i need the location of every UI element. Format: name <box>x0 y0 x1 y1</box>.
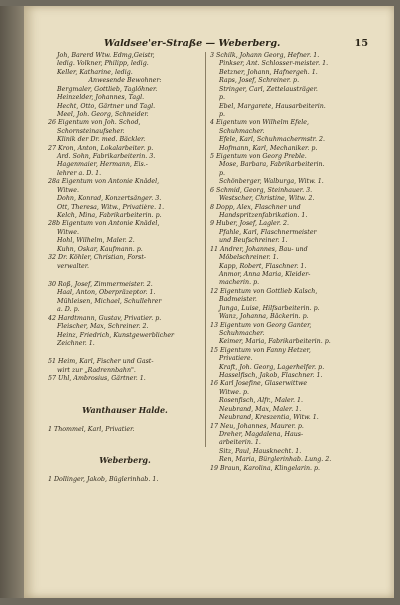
directory-entry-line: 19 Braun, Karolina, Klingelarin. p. <box>210 464 321 472</box>
directory-entry-line: Pinkser, Ant. Schlosser-meister. 1. <box>219 60 329 68</box>
book-spine <box>0 6 24 598</box>
directory-entry-line: Ebel, Margarete, Hausarbeiterin. <box>219 102 326 110</box>
directory-entry-line: Bergmaler, Gottlieb, Taglöhner. <box>57 85 158 93</box>
directory-entry-line: 11 Andrer, Johannes, Bau- und <box>210 245 308 253</box>
directory-entry-line: 51 Heim, Karl, Fischer und Gast- <box>48 358 154 366</box>
directory-entry-line: 4 Eigentum von Wilhelm Efele, <box>210 119 309 127</box>
directory-entry-line: Hohl, Wilhelm, Maler. 2. <box>57 237 135 245</box>
directory-entry-line: p. <box>219 169 226 177</box>
directory-entry-line: Kraft, Joh. Georg, Lagerhelfer. p. <box>219 363 325 371</box>
directory-entry-line: Raps, Josef, Schreiner. p. <box>219 77 300 85</box>
column-divider <box>205 52 206 447</box>
directory-entry-line: Handspritzenfabrikation. 1. <box>219 212 308 220</box>
spacer <box>48 466 202 476</box>
directory-entry-line: Pfahle, Karl, Flaschnermeister <box>219 228 317 236</box>
page-header <box>46 38 376 52</box>
directory-entry-line: wirt zur „Radrennbahn". <box>57 366 136 374</box>
directory-entry-line: Hofmann, Karl, Mechaniker. p. <box>219 144 318 152</box>
directory-entry-line: 42 Hardtmann, Gustav, Privatier. p. <box>48 314 162 322</box>
directory-entry-line: Ard. Sohn, Fabrikarbeiterin. 3. <box>57 153 156 161</box>
directory-entry-line: verwalter. <box>57 262 90 270</box>
directory-entry-line: 3 Schilk, Johann Georg, Hefner. 1. <box>210 52 320 59</box>
directory-entry-line: p. <box>219 94 226 102</box>
directory-entry-line: 16 Karl Josefine, Glaserwittwe <box>210 380 308 388</box>
directory-entry-line: Badmeister. <box>219 296 257 304</box>
directory-entry-line: ledig. Volkner, Philipp, ledig. <box>57 60 149 68</box>
directory-entry-line: Schuhmacher. <box>219 127 265 135</box>
directory-entry-line: Hasselfisch, Jakob, Flaschner. 1. <box>219 372 323 380</box>
directory-entry-line: Dreher, Magdalena, Haus- <box>219 430 304 438</box>
directory-entry-line: a. D. p. <box>57 306 80 314</box>
directory-entry-line: Kapp, Robert, Flaschner. 1. <box>219 262 307 270</box>
directory-entry-line: Westscher, Christine, Witw. 2. <box>219 195 315 203</box>
directory-entry-line: Schornsteinaufseher. <box>57 127 125 135</box>
directory-entry-line: lehrer a. D. 1. <box>57 169 102 177</box>
directory-entry-line: Junga, Luise, Hilfsarbeiterin. p. <box>219 304 320 312</box>
directory-entry-line: Stringer, Carl, Zettelausträger. <box>219 85 318 93</box>
directory-entry-line: Möbelschreiner. 1. <box>219 254 279 262</box>
directory-entry-line: Anwesende Bewohner: <box>88 77 162 85</box>
directory-entry-line: Sitz, Paul, Hausknecht. 1. <box>219 447 302 455</box>
spacer <box>48 416 202 426</box>
directory-entry-line: 1 Thommel, Karl, Privatier. <box>48 425 135 433</box>
directory-entry-line: Neubrand, Kreszentia, Witw. 1. <box>219 414 319 422</box>
directory-entry-line: Rosenfisch, Alfr., Maler. 1. <box>219 397 304 405</box>
directory-entry-line: Haal, Anton, Oberpräzeptor. 1. <box>57 289 156 297</box>
directory-entry-line: Witwe. <box>57 228 80 236</box>
directory-entry-line: Fleischer, Max, Schreiner. 2. <box>57 323 149 331</box>
directory-entry-line: Neubrand, Max, Maler. 1. <box>219 405 302 413</box>
directory-entry-line: Hecht, Otto, Gärtner und Tagl. <box>57 102 156 110</box>
page-title: Waldsee'er-Straße — Weberberg. <box>104 38 281 49</box>
directory-entry-line: Heinzelder, Johannes, Tagl. <box>57 94 145 102</box>
directory-entry-line: 12 Eigentum von Gottlieb Kalsch, <box>210 287 318 295</box>
directory-entry-line: 15 Eigentum von Fanny Hetzer, <box>210 346 311 354</box>
directory-entry-line: Kelch, Mina, Fabrikarbeiterin. p. <box>57 212 162 220</box>
directory-entry-line: Keller, Katharine, ledig. <box>57 68 133 76</box>
directory-entry-line: Ott, Theresa, Witw., Privatière. 1. <box>57 203 165 211</box>
directory-entry-line: Kuhn, Oskar, Kaufmann. p. <box>57 245 143 253</box>
directory-entry-line: 17 Neu, Johannes, Maurer. p. <box>210 422 304 430</box>
directory-entry-line: Zeichner. 1. <box>57 339 95 347</box>
section-heading: Weberberg. <box>99 455 151 466</box>
directory-entry-line: 32 Dr. Köhler, Christian, Forst- <box>48 254 147 262</box>
directory-entry-line: 8 Dopp, Alex, Flaschner und <box>210 203 301 211</box>
directory-entry-line: 28a Eigentum von Antonie Knädel, <box>48 178 160 186</box>
directory-entry-line: Mose, Barbara, Fabrikarbeiterin. <box>219 161 325 169</box>
directory-entry-line: 9 Huber, Josef, Lagler. 2. <box>210 220 290 228</box>
directory-entry-line: 30 Roß, Josef, Zimmermeister. 2. <box>48 280 153 288</box>
directory-entry-line: Schuhmacher. <box>219 329 265 337</box>
directory-entry-line: Joh, Barerd Wtw. Edmg,Geistr, <box>57 52 155 59</box>
directory-entry-line: und Beufschreiner. 1. <box>219 237 288 245</box>
left-column <box>48 52 202 484</box>
right-column <box>210 52 380 473</box>
directory-entry-line: macherin. p. <box>219 279 260 287</box>
directory-entry-line: 1 Dollinger, Jakob, Büglerinhab. 1. <box>48 476 159 484</box>
directory-entry-line: 28b Eigentum von Antonie Knädel, <box>48 220 160 228</box>
directory-entry-line: arbeiterin. 1. <box>219 439 261 447</box>
directory-entry-line: Dohn, Konrad, Konzertsänger. 3. <box>57 195 162 203</box>
page-number: 15 <box>354 38 368 49</box>
directory-entry-line: Efele, Karl, Schuhmachermstr. 2. <box>219 136 325 144</box>
directory-entry-line: 13 Eigentum von Georg Ganter, <box>210 321 312 329</box>
directory-entry-line: Privatiere. <box>219 355 253 363</box>
directory-entry-line: Keimer, Maria, Fabrikarbeiterin. p. <box>219 338 331 346</box>
directory-entry-line: Anmor, Anna Maria, Kleider- <box>219 270 311 278</box>
directory-entry-line: Ren, Maria, Bürglerinhab. Lung. 2. <box>219 456 332 464</box>
directory-entry-line: Schönberger, Walburga, Witw. 1. <box>219 178 324 186</box>
spacer <box>48 394 202 404</box>
directory-entry-line: 26 Eigentum von Joh. Schod, <box>48 119 141 127</box>
directory-entry-line: 57 Uhl, Ambrosius, Gärtner. 1. <box>48 375 146 383</box>
spacer <box>48 384 202 394</box>
spacer <box>48 271 202 281</box>
directory-entry-line: Meel, Joh. Georg, Schneider. <box>57 110 149 118</box>
directory-entry-line: 6 Schmid, Georg, Steinhauer. 3. <box>210 186 313 194</box>
directory-entry-line: Klinik der Dr. med. Bäckler. <box>57 136 146 144</box>
spacer <box>48 444 202 454</box>
directory-entry-line: 27 Kron, Anton, Lokalarbeiter. p. <box>48 144 154 152</box>
directory-entry-line: Mühleisen, Michael, Schullehrer <box>57 297 162 305</box>
directory-entry-line: p. <box>219 110 226 118</box>
spacer <box>48 348 202 358</box>
directory-entry-line: 5 Eigentum von Georg Preble. <box>210 153 307 161</box>
directory-entry-line: Witwe. <box>57 186 80 194</box>
directory-entry-line: Witwe. p. <box>219 388 250 396</box>
directory-entry-line: Heinz, Friedrich, Kunstgewerblicher <box>57 331 175 339</box>
spacer <box>48 434 202 444</box>
section-heading: Wanthauser Halde. <box>82 404 168 415</box>
directory-entry-line: Hagenmaier, Hermann, Eis.- <box>57 161 148 169</box>
directory-entry-line: Wanz, Johanna, Bäckerin. p. <box>219 313 309 321</box>
directory-entry-line: Betzner, Johann, Hafnergeh. 1. <box>219 68 318 76</box>
